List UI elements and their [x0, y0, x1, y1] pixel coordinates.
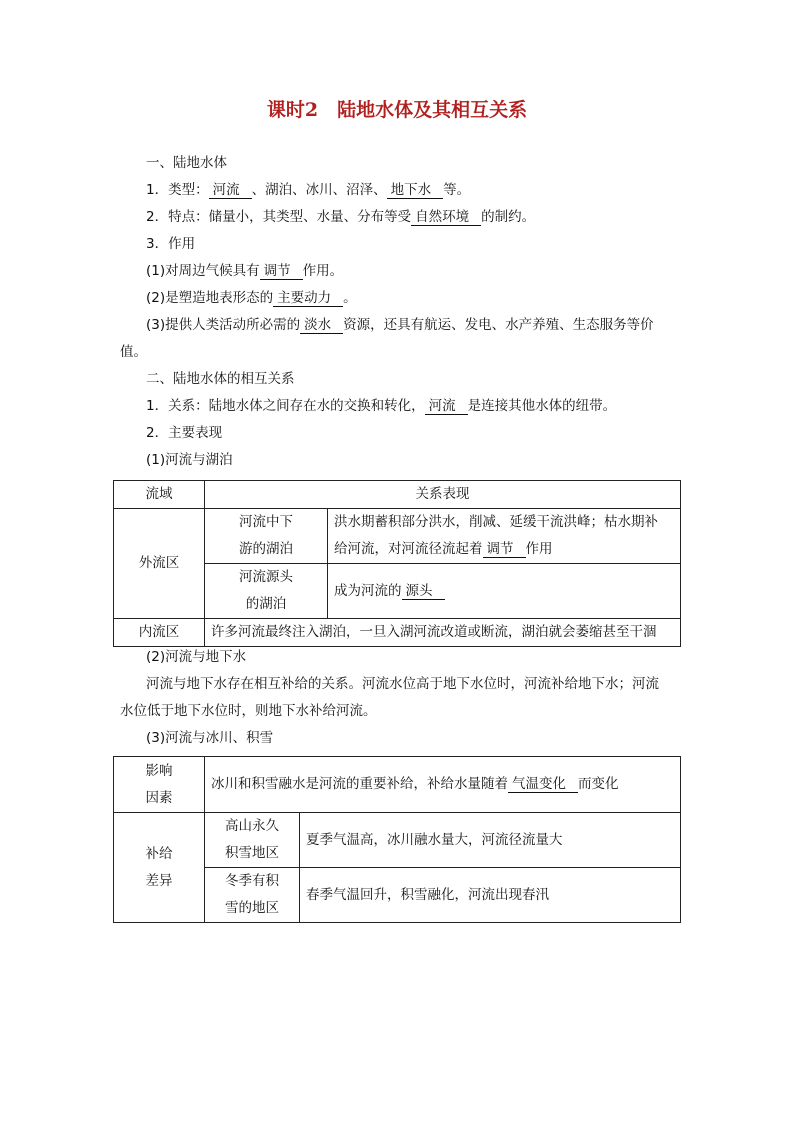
- mid-lower-lake-cell: [205, 509, 328, 564]
- relation-line: [146, 397, 616, 415]
- relation-suffix: 是连接其他水体的纽带。: [467, 398, 617, 414]
- factor-line2: 因素: [145, 789, 173, 806]
- role2-prefix: (2)是塑造地表形态的: [146, 290, 274, 306]
- table2-row-alpine: [114, 813, 681, 868]
- mid-lower-lake-line2: 游的湖泊: [239, 541, 293, 557]
- blank-source: 源头: [402, 583, 445, 600]
- alpine-desc: 夏季气温高，冰川融水量大，河流径流量大: [300, 813, 681, 868]
- source-lake-desc: [328, 564, 681, 619]
- source-lake-line2: 的湖泊: [245, 596, 287, 612]
- role3-prefix: (3)提供人类活动所必需的: [146, 317, 301, 333]
- supply-diff-line2: 差异: [145, 872, 173, 889]
- blank-temperature-change: 气温变化: [508, 776, 578, 793]
- source-lake-line1: 河流源头: [239, 569, 293, 585]
- table1-row-inner: [114, 619, 681, 647]
- features-suffix: 的制约。: [481, 209, 536, 225]
- table1-row-mid-lower: [114, 509, 681, 564]
- types-prefix: 1．类型：: [146, 182, 209, 198]
- role1-prefix: (1)对周边气候具有: [146, 263, 260, 279]
- supply-diff-line1: 补给: [145, 845, 173, 862]
- role1-suffix: 作用。: [302, 263, 344, 279]
- blank-natural-environment: 自然环境: [411, 209, 481, 226]
- alpine-cell: [205, 813, 300, 868]
- role3-continuation: 值。: [120, 344, 147, 360]
- section2-heading: 二、陆地水体的相互关系: [146, 371, 295, 387]
- blank-regulate: 调节: [260, 263, 303, 280]
- features-line: [146, 208, 535, 226]
- alpine-line1: 高山永久: [225, 818, 279, 834]
- inner-basin-desc: 许多河流最终注入湖泊，一旦入湖河流改道或断流，湖泊就会萎缩甚至干涸: [205, 619, 681, 647]
- alpine-line2: 积雪地区: [225, 845, 279, 861]
- factor-desc-prefix: 冰川和积雪融水是河流的重要补给，补给水量随着: [211, 776, 508, 792]
- winter-snow-desc: 春季气温回升，积雪融化，河流出现春汛: [300, 868, 681, 923]
- mid-lower-desc2-prefix: 给河流，对河流径流起着: [334, 541, 483, 557]
- inner-basin-cell: 内流区: [114, 619, 205, 647]
- section1-heading: 一、陆地水体: [146, 155, 227, 171]
- mid-lower-desc-line2: [334, 536, 674, 563]
- features-prefix: 2．特点：储量小，其类型、水量、分布等受: [146, 209, 412, 225]
- table2-row-factor: [114, 757, 681, 813]
- blank-main-force: 主要动力: [273, 290, 343, 307]
- subsection1-heading: (1)河流与湖泊: [146, 452, 233, 468]
- mid-lower-desc-line1: 洪水期蓄积部分洪水，削减、延缓干流洪峰；枯水期补: [334, 514, 658, 530]
- types-line: [146, 181, 470, 199]
- role3-line: [146, 316, 654, 334]
- mid-lower-lake-line1: 河流中下: [239, 514, 293, 530]
- mid-lower-lake-desc: [328, 509, 681, 564]
- factor-cell: [114, 757, 205, 813]
- role1-line: [146, 262, 343, 280]
- supply-diff-cell: [114, 813, 205, 923]
- blank-freshwater: 淡水: [300, 317, 343, 334]
- blank-river-link: 河流: [425, 398, 468, 415]
- mid-lower-desc2-suffix: 作用: [525, 541, 553, 557]
- blank-river: 河流: [209, 182, 252, 199]
- outer-basin-cell: 外流区: [114, 509, 205, 619]
- table1-header-row: [114, 481, 681, 509]
- winter-snow-line2: 雪的地区: [225, 900, 279, 916]
- factor-desc: [205, 757, 681, 813]
- relation-prefix: 1．关系：陆地水体之间存在水的交换和转化，: [146, 398, 425, 414]
- main-heading: 2．主要表现: [146, 425, 223, 441]
- role2-line: [146, 289, 357, 307]
- role3-suffix: 资源，还具有航运、发电、水产养殖、生态服务等价: [343, 317, 654, 333]
- header-relation: 关系表现: [205, 481, 681, 509]
- winter-snow-cell: [205, 868, 300, 923]
- factor-desc-suffix: 而变化: [578, 776, 619, 792]
- subsection2-heading: (2)河流与地下水: [146, 649, 247, 665]
- blank-regulate-runoff: 调节: [483, 541, 526, 558]
- source-desc-prefix: 成为河流的: [334, 582, 402, 599]
- header-basin: 流域: [114, 481, 205, 509]
- types-mid: 、湖泊、冰川、沼泽、: [251, 182, 387, 198]
- role-heading: 3．作用: [146, 236, 196, 252]
- groundwater-text-line2: 水位低于地下水位时，则地下水补给河流。: [120, 703, 377, 719]
- role2-suffix: 。: [343, 290, 357, 306]
- source-lake-cell: [205, 564, 328, 619]
- subsection3-heading: (3)河流与冰川、积雪: [146, 730, 274, 746]
- blank-groundwater: 地下水: [387, 182, 444, 199]
- groundwater-text-line1: 河流与地下水存在相互补给的关系。河流水位高于地下水位时，河流补给地下水；河流: [146, 676, 659, 692]
- river-glacier-table: [113, 756, 681, 923]
- winter-snow-line1: 冬季有积: [225, 873, 279, 889]
- factor-line1: 影响: [145, 762, 173, 779]
- river-lake-table: [113, 480, 681, 647]
- page-title: 课时2 陆地水体及其相互关系: [266, 99, 528, 121]
- types-suffix: 等。: [443, 182, 471, 198]
